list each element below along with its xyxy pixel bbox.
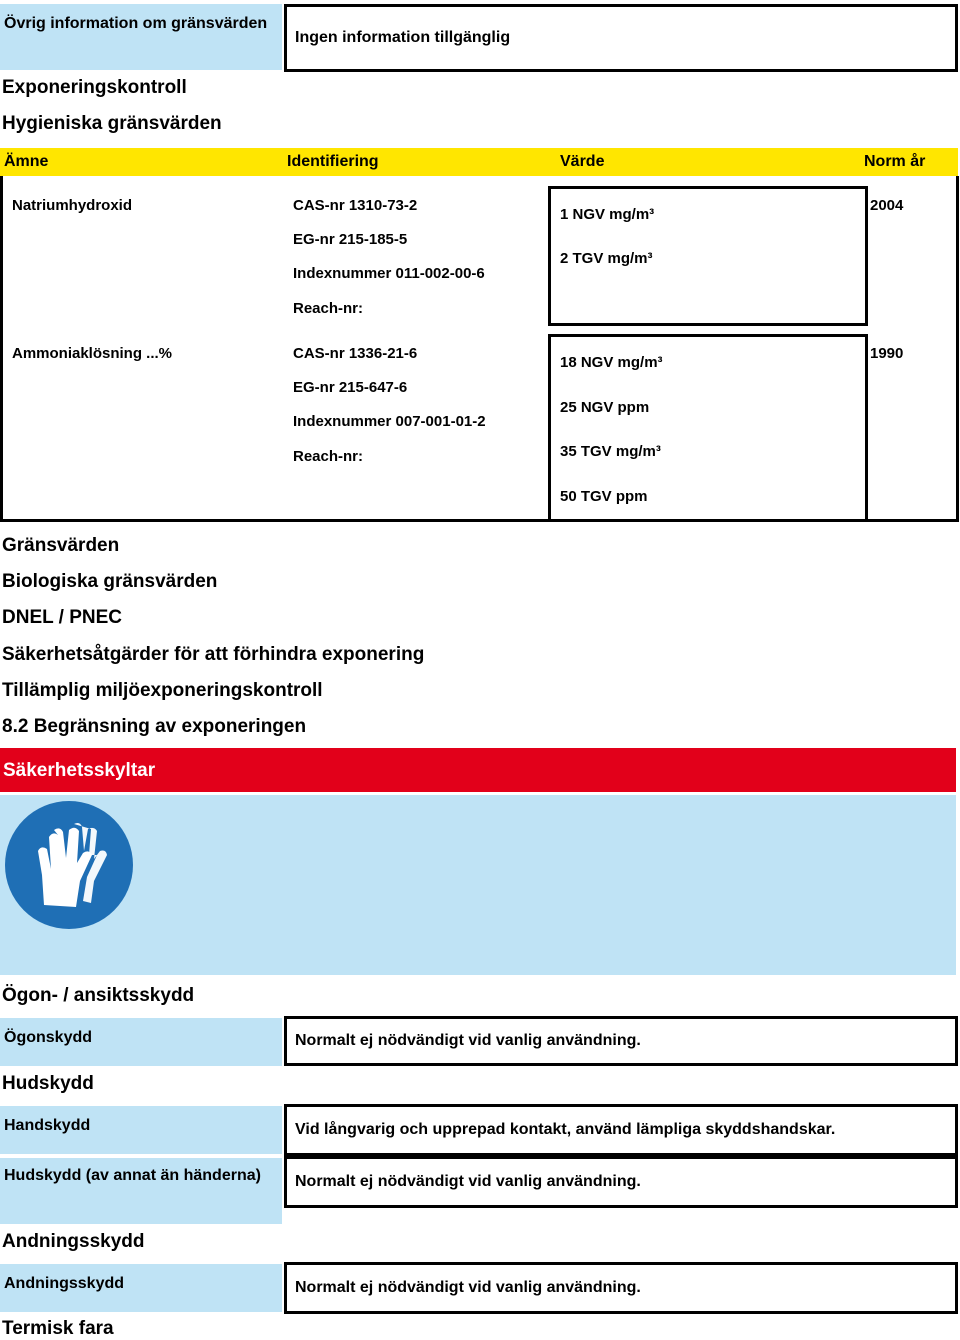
table-row-value: 1 NGV mg/m³ [560,206,655,223]
body-protection-value: Normalt ej nödvändigt vid vanlig användning. [284,1156,958,1208]
table-row-value: 2 TGV mg/m³ [560,250,653,267]
table-row-substance: Ammoniaklösning ...% [12,345,173,362]
eye-protection-label: Ögonskydd [0,1018,282,1066]
col-header-identification: Identifiering [287,153,379,170]
hand-protection-label: Handskydd [0,1106,282,1154]
heading-thermal: Termisk fara [2,1318,114,1339]
safety-signs-panel [0,795,956,975]
heading-skin: Hudskydd [2,1073,94,1094]
other-info-label: Övrig information om gränsvärden [0,4,282,70]
table-row-value: 35 TGV mg/m³ [560,443,661,460]
other-info-value: Ingen information tillgänglig [284,4,958,72]
limits-table-header [0,148,958,176]
heading-env-exposure: Tillämplig miljöexponeringskontroll [2,680,323,701]
table-row-id: Reach-nr: [293,300,364,317]
table-row-value: 25 NGV ppm [560,399,650,416]
table-bottom-rule [0,519,959,522]
table-row-year: 1990 [870,345,904,362]
col-header-substance: Ämne [4,153,49,170]
col-header-value: Värde [560,153,605,170]
table-row-value: 18 NGV mg/m³ [560,354,663,371]
protective-gloves-icon [4,800,134,930]
heading-limitation: 8.2 Begränsning av exponeringen [2,716,307,737]
heading-safety-measures: Säkerhetsåtgärder för att förhindra exponering [2,644,425,665]
table-row-id: EG-nr 215-647-6 [293,379,408,396]
body-protection-label: Hudskydd (av annat än händerna) [0,1158,282,1224]
respiratory-protection-label: Andningsskydd [0,1264,282,1312]
table-row-id: EG-nr 215-185-5 [293,231,408,248]
table-row-id: Indexnummer 007-001-01-2 [293,413,486,430]
table-row-value: 50 TGV ppm [560,488,648,505]
heading-eye-face: Ögon- / ansiktsskydd [2,985,195,1006]
heading-dnel-pnec: DNEL / PNEC [2,607,123,628]
hand-protection-value: Vid långvarig och upprepad kontakt, använd lämpliga skyddshandskar. [284,1104,958,1156]
table-row-id: Reach-nr: [293,448,364,465]
table-row-substance: Natriumhydroxid [12,197,133,214]
heading-hygienic-limits: Hygieniska gränsvärden [2,113,222,134]
table-row-year: 2004 [870,197,904,214]
safety-signs-title: Säkerhetsskyltar [3,760,156,781]
heading-limit-values: Gränsvärden [2,535,120,556]
heading-respiratory: Andningsskydd [2,1231,145,1252]
table-row-id: CAS-nr 1310-73-2 [293,197,418,214]
table-row-id: CAS-nr 1336-21-6 [293,345,418,362]
safety-signs-header [0,748,956,792]
table-row-id: Indexnummer 011-002-00-6 [293,265,485,282]
col-header-norm-year: Norm år [864,153,926,170]
heading-exposure-control: Exponeringskontroll [2,77,187,98]
respiratory-protection-value: Normalt ej nödvändigt vid vanlig användning. [284,1262,958,1314]
eye-protection-value: Normalt ej nödvändigt vid vanlig användning. [284,1016,958,1066]
heading-biological-limits: Biologiska gränsvärden [2,571,218,592]
